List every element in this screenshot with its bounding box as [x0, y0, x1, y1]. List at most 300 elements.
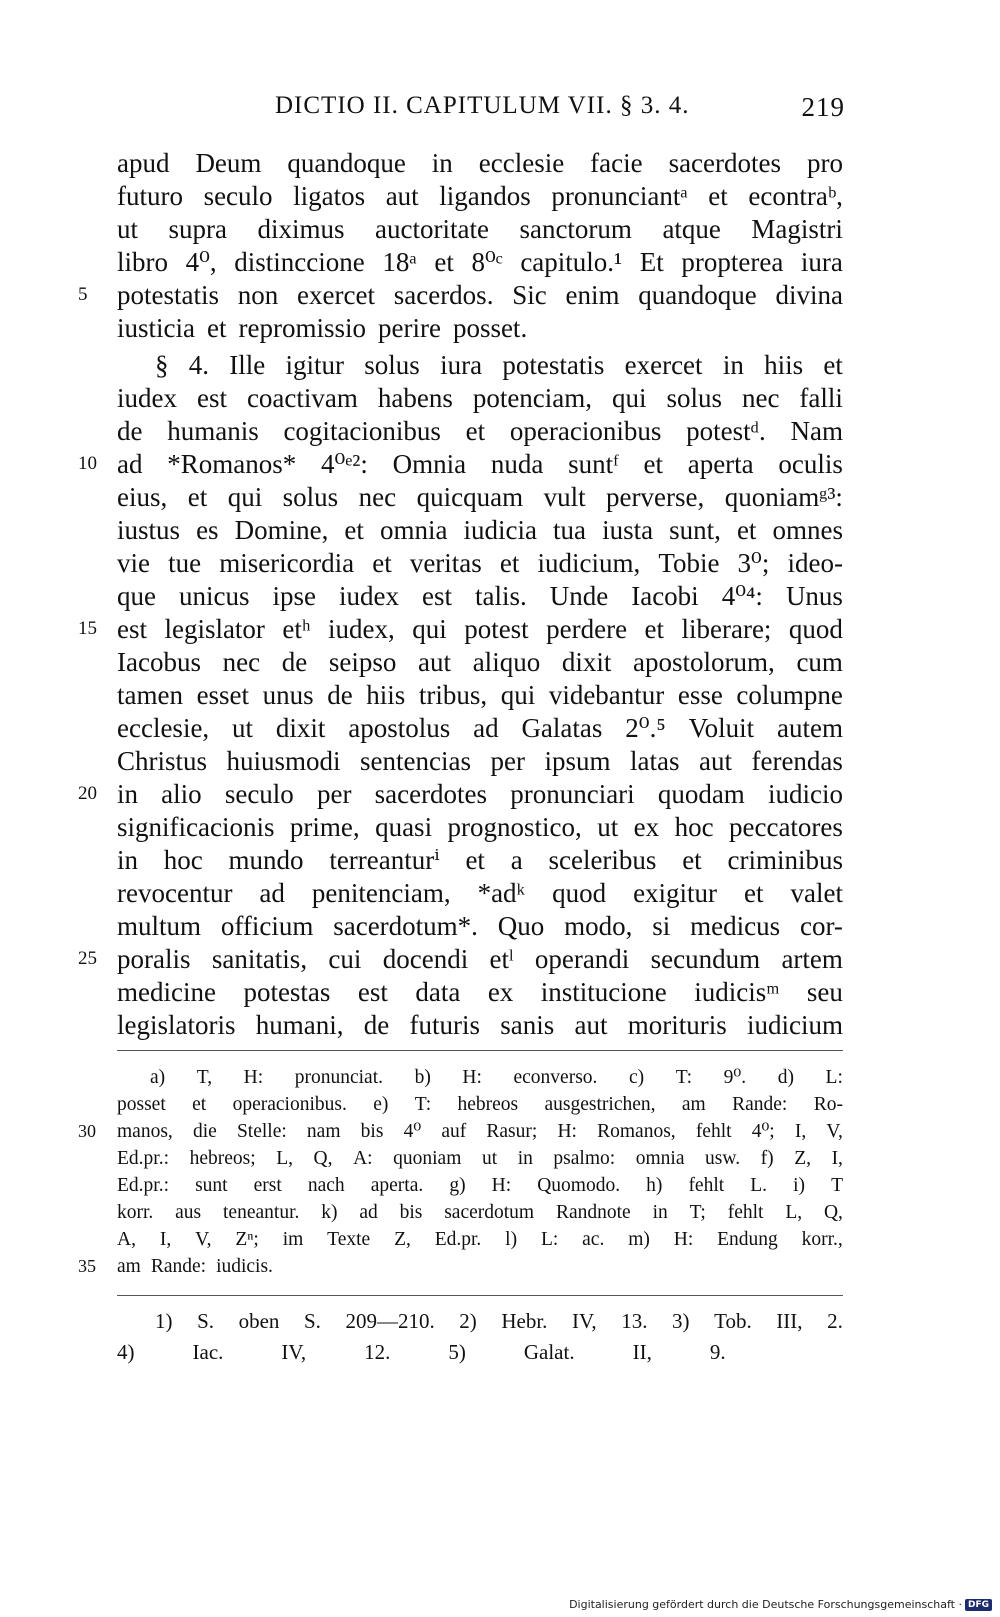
word: medicine — [117, 977, 216, 1007]
word: bis — [360, 1121, 384, 1142]
word: quodam — [657, 779, 745, 809]
apparatus-line — [117, 1145, 843, 1172]
word: prime, — [289, 812, 360, 842]
word: et — [465, 416, 486, 446]
word: hebreos; — [189, 1148, 256, 1169]
word: nuda — [490, 449, 544, 479]
word: 2⁰.⁵ — [625, 713, 666, 743]
word: Ro- — [813, 1094, 843, 1115]
word: Tobie — [658, 548, 720, 578]
word: Christus — [117, 746, 208, 776]
word: esse — [677, 680, 723, 710]
word: perire — [377, 313, 441, 343]
word: aliquo — [472, 647, 541, 677]
word: nec — [358, 482, 397, 512]
word: T, — [196, 1067, 213, 1088]
word: manos, — [117, 1121, 173, 1142]
word: Deum — [195, 148, 262, 178]
word: cum — [796, 647, 843, 677]
word: perdere — [546, 614, 628, 644]
word: terreanturⁱ — [329, 845, 440, 875]
word: criminibus — [727, 845, 843, 875]
word: tue — [168, 548, 202, 578]
word: misericordia — [219, 548, 355, 578]
word: es — [196, 515, 219, 545]
word: potenciam, — [472, 383, 593, 413]
word: ut — [232, 713, 254, 743]
word: iura — [440, 350, 483, 380]
word: de — [281, 647, 308, 677]
word: g) — [449, 1175, 466, 1196]
word: Endung — [717, 1229, 778, 1250]
word: 13. — [621, 1309, 648, 1333]
word: IV, — [571, 1309, 597, 1333]
word: quandoque — [287, 148, 406, 178]
word: potestatis — [117, 280, 219, 310]
word: et — [682, 845, 702, 875]
word: et — [187, 482, 208, 512]
word: L: — [540, 1229, 559, 1250]
word: ausgestrichen, — [544, 1094, 656, 1115]
reference-line — [155, 1305, 843, 1337]
word: et — [736, 515, 757, 545]
word: iudicium, — [537, 548, 641, 578]
word: divina — [775, 280, 843, 310]
word: non — [237, 280, 279, 310]
word: auctoritate — [375, 214, 489, 244]
text-line — [117, 711, 843, 745]
word: hebreos — [457, 1094, 519, 1115]
word: I, — [794, 1121, 807, 1142]
word: V, — [826, 1121, 843, 1142]
word: et — [192, 1094, 207, 1115]
word: Rande: — [150, 1256, 207, 1277]
word: ad — [259, 878, 285, 908]
word: 4⁰ᵉ²: — [321, 449, 368, 479]
word: cui — [328, 944, 362, 974]
word: 2) — [459, 1309, 477, 1333]
word: T — [831, 1175, 843, 1196]
word: ad — [117, 449, 143, 479]
word: potest — [464, 614, 529, 644]
word: igitur — [285, 350, 345, 380]
word: 4⁰ — [403, 1121, 422, 1142]
word: erst — [253, 1175, 282, 1196]
word: esset — [196, 680, 250, 710]
word: aut — [574, 1010, 608, 1040]
word: seu — [806, 977, 843, 1007]
word: S. — [303, 1309, 321, 1333]
word: IV, — [281, 1340, 307, 1364]
word: pronunciantᵃ — [551, 181, 688, 211]
word: est — [357, 977, 388, 1007]
text-line — [117, 909, 843, 943]
word: per — [490, 746, 525, 776]
word: A: — [353, 1148, 373, 1169]
line-number: 30 — [78, 1121, 96, 1141]
word: die — [192, 1121, 217, 1142]
word: latas — [630, 746, 680, 776]
word: 18ᵃ — [382, 247, 417, 277]
word: fehlt — [727, 1202, 764, 1223]
word: aut — [698, 746, 732, 776]
word: quod — [552, 878, 607, 908]
word: cogitacionibus — [283, 416, 441, 446]
word: de — [363, 1010, 390, 1040]
word: 4. — [188, 350, 210, 380]
word: 12. — [364, 1340, 391, 1364]
word: ipse — [272, 581, 316, 611]
word: Romanos, — [597, 1121, 676, 1142]
word: potestatis — [502, 350, 605, 380]
word: psalmo: — [553, 1148, 616, 1169]
line-number: 5 — [78, 284, 88, 305]
word: iusta — [602, 515, 654, 545]
word: vult — [543, 482, 586, 512]
word: econverso. — [513, 1067, 598, 1088]
text-line — [117, 311, 843, 345]
word: aus — [175, 1202, 202, 1223]
word: Q, — [823, 1202, 843, 1223]
word: talis. — [474, 581, 527, 611]
word: ad — [473, 713, 499, 743]
word: ligatos — [293, 181, 366, 211]
word: h) — [646, 1175, 663, 1196]
word: Galat. — [523, 1340, 575, 1364]
word: 4⁰⁴: — [721, 581, 763, 611]
word: fehlt — [695, 1121, 732, 1142]
word: unicus — [178, 581, 250, 611]
word: multum — [117, 911, 202, 941]
word: Domine, — [234, 515, 329, 545]
word: Omnia — [392, 449, 467, 479]
text-line — [117, 876, 843, 910]
word: atque — [662, 214, 721, 244]
word: iura — [800, 247, 843, 277]
word: solus — [282, 482, 339, 512]
word: secundum — [650, 944, 761, 974]
word: seipso — [328, 647, 397, 677]
word: apostolorum, — [633, 647, 775, 677]
word: T: — [675, 1067, 693, 1088]
word: pronunciari — [510, 779, 635, 809]
word: eius, — [117, 482, 168, 512]
word: sceleribus — [548, 845, 657, 875]
word: videbantur — [548, 680, 665, 710]
word: habens — [377, 383, 453, 413]
word: morituris — [627, 1010, 727, 1040]
word: econtraᵇ, — [748, 181, 843, 211]
word: usw. — [705, 1148, 741, 1169]
line-number: 25 — [78, 948, 97, 969]
word: sacerdotum — [444, 1202, 535, 1223]
word: im — [282, 1229, 304, 1250]
word: Texte — [327, 1229, 371, 1250]
apparatus-line — [117, 1199, 843, 1226]
word: L. — [750, 1175, 768, 1196]
word: H: — [673, 1229, 694, 1250]
word: omnia — [635, 1148, 685, 1169]
word: que — [117, 581, 156, 611]
word: Sic — [512, 280, 547, 310]
word: coactivam — [246, 383, 358, 413]
word: Stelle: — [236, 1121, 287, 1142]
word: ut — [117, 214, 139, 244]
word: sacerdotum*. — [333, 911, 478, 941]
word: omnes — [772, 515, 843, 545]
text-line — [117, 810, 843, 844]
word: oculis — [778, 449, 843, 479]
word: artem — [781, 944, 843, 974]
word: iudicium — [746, 1010, 843, 1040]
word: iudicis. — [216, 1256, 273, 1277]
word: e) — [373, 1094, 389, 1115]
word: etʰ — [282, 614, 311, 644]
text-line — [117, 612, 843, 646]
word: potestᵈ. — [686, 416, 766, 446]
word: enim — [565, 280, 620, 310]
word: 9. — [709, 1340, 726, 1364]
word: 2. — [827, 1309, 843, 1333]
text-line — [117, 744, 843, 778]
word: 4⁰, — [185, 247, 217, 277]
word: futuris — [409, 1010, 480, 1040]
word: H: — [557, 1121, 577, 1142]
word: et — [344, 515, 364, 545]
word: T: — [414, 1094, 432, 1115]
word: Iacobi — [631, 581, 699, 611]
word: suntᶠ — [568, 449, 619, 479]
word: 9⁰. — [723, 1067, 747, 1088]
word: Galatas — [521, 713, 603, 743]
word: quoniamᵍ³: — [724, 482, 843, 512]
word: *adᵏ — [477, 878, 526, 908]
word: I, — [159, 1229, 172, 1250]
word: solus — [364, 350, 420, 380]
word: perverse, — [606, 482, 705, 512]
word: liberare; — [681, 614, 772, 644]
word: et — [434, 247, 454, 277]
word: Ed.pr.: — [117, 1175, 169, 1196]
word: est — [196, 383, 227, 413]
word: in — [117, 779, 139, 809]
word: sunt — [195, 1175, 228, 1196]
word: Ille — [229, 350, 266, 380]
word: in — [517, 1148, 533, 1169]
word: sacerdotes — [374, 779, 488, 809]
word: Randnote — [555, 1202, 631, 1223]
word: 1) — [155, 1309, 173, 1333]
word: modo, — [564, 911, 633, 941]
word: revocentur — [117, 878, 233, 908]
word: posset. — [452, 313, 528, 343]
word: Ed.pr.: — [117, 1148, 169, 1169]
word: korr. — [117, 1202, 154, 1223]
word: alio — [161, 779, 202, 809]
apparatus-line — [150, 1064, 843, 1091]
word: aut — [385, 181, 419, 211]
word: et — [744, 878, 764, 908]
word: est — [117, 614, 147, 644]
word: propterea — [681, 247, 784, 277]
word: qui — [500, 680, 536, 710]
word: L: — [825, 1067, 843, 1088]
word: nec — [741, 383, 780, 413]
word: Rasur; — [486, 1121, 538, 1142]
word: I, — [831, 1148, 843, 1169]
word: II, — [632, 1340, 652, 1364]
word: seculo — [203, 181, 273, 211]
word: Ed.pr. — [434, 1229, 482, 1250]
word: Hebr. — [501, 1309, 548, 1333]
word: tamen — [117, 680, 183, 710]
word: am — [117, 1256, 141, 1277]
word: Rande: — [732, 1094, 788, 1115]
word: et — [708, 181, 728, 211]
text-line — [117, 278, 843, 312]
word: hoc — [163, 845, 203, 875]
word: humani, — [255, 1010, 344, 1040]
word: Magistri — [751, 214, 843, 244]
word: qui — [412, 614, 447, 644]
word: autem — [776, 713, 843, 743]
word: potestas — [243, 977, 331, 1007]
text-line — [117, 414, 843, 448]
word: sanctorum — [519, 214, 632, 244]
word: c) — [629, 1067, 645, 1088]
word: legislator — [164, 614, 265, 644]
word: 8⁰ᶜ — [471, 247, 503, 277]
word: poralis — [117, 944, 191, 974]
word: et — [499, 548, 520, 578]
word: ut — [597, 812, 619, 842]
word: iudicio — [767, 779, 843, 809]
word: ferendas — [751, 746, 843, 776]
word: 5) — [448, 1340, 466, 1364]
line-number: 35 — [78, 1256, 96, 1276]
word: capitulo.¹ — [520, 247, 623, 277]
word: Iacobus — [117, 647, 201, 677]
text-line — [117, 546, 843, 580]
word: S. — [197, 1309, 214, 1333]
word: teneantur. — [223, 1202, 300, 1223]
running-header — [275, 92, 845, 132]
word: posset — [117, 1094, 166, 1115]
word: operandi — [534, 944, 630, 974]
word: Unde — [549, 581, 609, 611]
word: sacerdos. — [393, 280, 494, 310]
word: 3⁰; — [737, 548, 770, 578]
word: m) — [628, 1229, 650, 1250]
word: A, — [117, 1229, 136, 1250]
text-line — [117, 942, 843, 976]
word: significacionis — [117, 812, 275, 842]
word: iudex — [338, 581, 399, 611]
word: institucione — [540, 977, 667, 1007]
text-line — [117, 1008, 843, 1042]
word: de — [117, 416, 143, 446]
line-number: 20 — [78, 783, 97, 804]
text-line — [117, 513, 843, 547]
word: unus — [262, 680, 314, 710]
word: iudicia — [463, 515, 537, 545]
word: f) — [760, 1148, 774, 1169]
word: repromissio — [238, 313, 366, 343]
word: quasi — [375, 812, 433, 842]
word: b) — [414, 1067, 431, 1088]
text-line — [117, 480, 843, 514]
word: in — [431, 148, 453, 178]
word: oben — [238, 1309, 280, 1333]
word: quod — [788, 614, 843, 644]
word: Unus — [785, 581, 843, 611]
word: H: — [243, 1067, 264, 1088]
word: diximus — [257, 214, 345, 244]
credit-text: Digitalisierung gefördert durch die Deutsche Forschungsgemeinschaft · — [569, 1598, 962, 1611]
word: et — [823, 350, 843, 380]
word: Tob. — [714, 1309, 752, 1333]
word: valet — [790, 878, 843, 908]
word: distinccione — [234, 247, 365, 277]
word: ecclesie, — [117, 713, 210, 743]
word: etˡ — [489, 944, 514, 974]
text-line — [117, 843, 843, 877]
word: ad — [359, 1202, 378, 1223]
word: Nam — [790, 416, 843, 446]
word: iudex — [117, 383, 177, 413]
word: et — [644, 614, 665, 644]
word: ligandos — [439, 181, 531, 211]
word: iusticia — [117, 313, 195, 343]
word: Quo — [497, 911, 545, 941]
word: huiusmodi — [226, 746, 341, 776]
word: Zⁿ; — [235, 1229, 259, 1250]
word: per — [316, 779, 352, 809]
word: ut — [481, 1148, 498, 1169]
word: H: — [462, 1067, 482, 1088]
word: iudex, — [328, 614, 395, 644]
word: exigitur — [633, 878, 718, 908]
word: ac. — [582, 1229, 605, 1250]
text-line — [117, 179, 843, 213]
word: *Romanos* — [167, 449, 297, 479]
apparatus-line — [117, 1091, 843, 1118]
word: am — [681, 1094, 706, 1115]
word: H: — [491, 1175, 512, 1196]
word: operacionibus. — [232, 1094, 347, 1115]
word: et — [465, 845, 485, 875]
word: pro — [806, 148, 843, 178]
word: 209—210. — [345, 1309, 435, 1333]
word: libro — [117, 247, 168, 277]
word: falli — [799, 383, 843, 413]
word: tua — [553, 515, 587, 545]
word: mundo — [228, 845, 304, 875]
word: peccatores — [729, 812, 843, 842]
word: iustus — [117, 515, 181, 545]
word: § — [155, 350, 169, 380]
running-title: DICTIO II. CAPITULUM VII. § 3. 4. — [275, 92, 690, 119]
word: hiis — [366, 680, 406, 710]
word: nach — [307, 1175, 345, 1196]
word: facie — [590, 148, 643, 178]
word: ecclesie — [478, 148, 565, 178]
word: solus — [666, 383, 723, 413]
word: V, — [195, 1229, 212, 1250]
word: quandoque — [638, 280, 757, 310]
word: Z, — [794, 1148, 811, 1169]
word: et — [372, 548, 392, 578]
